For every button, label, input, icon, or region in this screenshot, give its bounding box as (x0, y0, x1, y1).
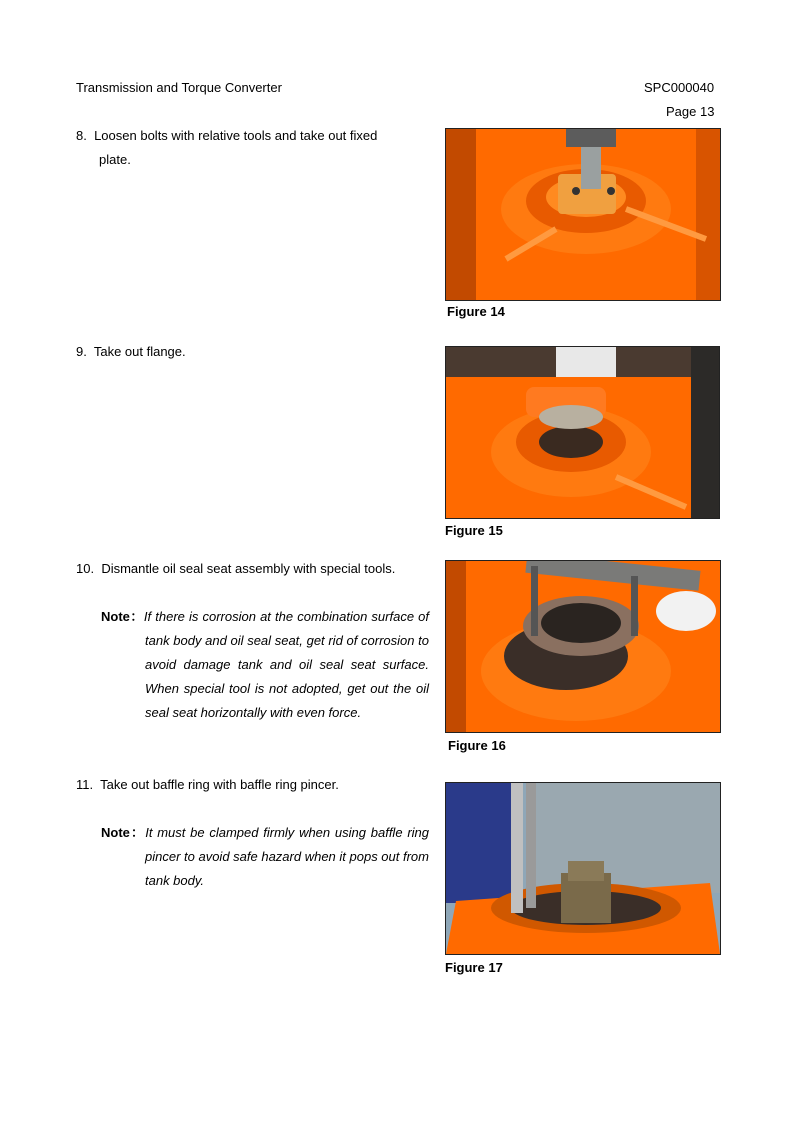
note-label: Note： (101, 825, 146, 840)
step-10 (76, 557, 408, 581)
step-number: 11. (76, 777, 94, 792)
note-label: Note： (101, 609, 144, 624)
step-text: Take out baffle ring with baffle ring pincer. (100, 777, 339, 792)
figure-16-caption: Figure 16 (448, 738, 506, 753)
figure-14-caption: Figure 14 (447, 304, 505, 319)
step-10-note (101, 605, 429, 725)
figure-15-caption: Figure 15 (445, 523, 503, 538)
figure-14-photo (445, 128, 721, 301)
step-11-note (101, 821, 429, 893)
figure-17-caption: Figure 17 (445, 960, 503, 975)
page-number: Page 13 (666, 104, 715, 119)
step-text: Dismantle oil seal seat assembly with special tools. (101, 561, 396, 576)
document-title: Transmission and Torque Converter (76, 80, 282, 95)
step-number: 9. (76, 344, 87, 359)
figure-17-photo (445, 782, 721, 955)
step-number: 10. (76, 561, 95, 576)
note-text: It must be clamped firmly when using baffle ring pincer to avoid safe hazard when it pops out from tank body. (145, 825, 429, 888)
figure-16-photo (445, 560, 721, 733)
step-9 (76, 340, 408, 364)
step-11 (76, 773, 408, 797)
step-text: Loosen bolts with relative tools and take out fixed plate. (94, 128, 378, 167)
note-text: If there is corrosion at the combination surface of tank body and oil seal seat, get rid of corrosion to avoid damage tank and oil seal seat surface. When special tool is not adopted, get out the oil seal seat horizontally with even force. (143, 609, 430, 720)
document-code: SPC000040 (644, 80, 715, 95)
figure-15-photo (445, 346, 720, 519)
step-8 (76, 124, 408, 172)
step-text: Take out flange. (93, 344, 186, 359)
step-number: 8. (76, 128, 87, 143)
